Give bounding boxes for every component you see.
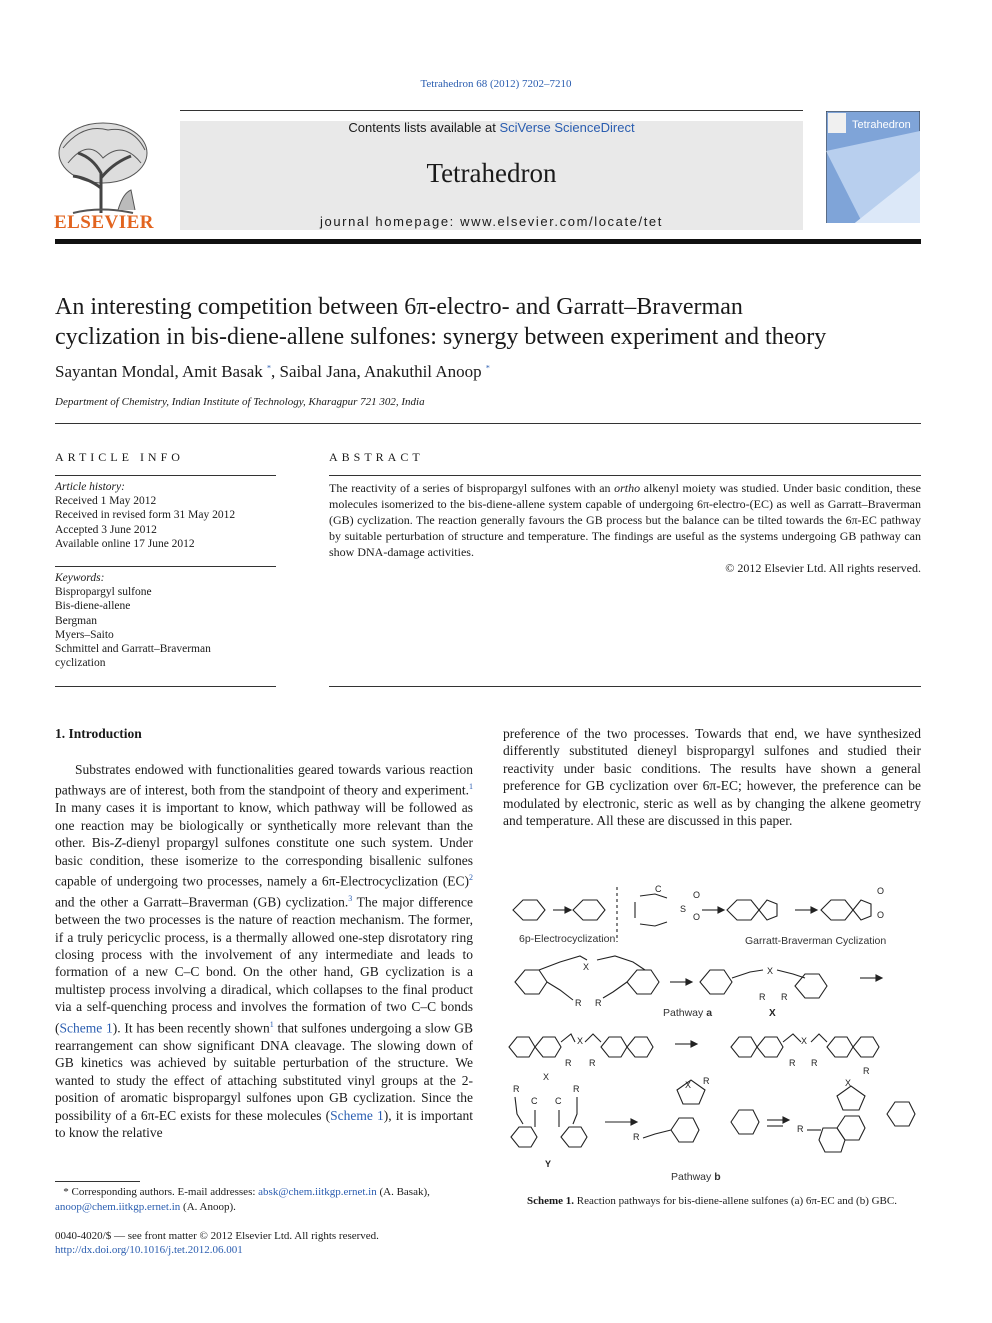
substituent-r: R bbox=[595, 998, 602, 1008]
label-pathway-a: Pathway a bbox=[663, 1007, 713, 1019]
atom-x: X bbox=[583, 962, 590, 972]
footnote-name: (A. Basak), bbox=[376, 1186, 430, 1198]
atom-x: X bbox=[845, 1078, 852, 1088]
history-label: Article history: bbox=[55, 481, 125, 493]
email-link-anoop[interactable]: anoop@chem.iitkgp.ernet.in bbox=[55, 1201, 181, 1213]
article-info-rule bbox=[55, 475, 276, 476]
abstract-part: alkenyl moiety was studied. Under basic condition, these molecules isomerized to the bis-diene-allene system capable of undergoing 6π-electro-(EC) as well as Garratt–Braverman (GB) cyclization. The reaction generally favours the GB process but the balance can be tilted towards the 6π-EC pathway by suitable perturbation of structure and temperature. The findings are useful as the systems undergoing GB pathway can show DNA-damage activities. bbox=[329, 481, 921, 559]
ring bbox=[727, 900, 759, 920]
keyword: Bispropargyl sulfone bbox=[55, 586, 152, 599]
substituent-r: R bbox=[863, 1066, 870, 1076]
substituent-r: R bbox=[703, 1076, 710, 1086]
atom-c: C bbox=[655, 884, 662, 894]
affiliation: Department of Chemistry, Indian Institute of Technology, Kharagpur 721 302, India bbox=[55, 396, 425, 408]
intro-italic-z: Z bbox=[114, 835, 122, 851]
keywords-label: Keywords: bbox=[55, 572, 105, 584]
keyword: Schmittel and Garratt–Braverman bbox=[55, 643, 211, 656]
substituent-r: R bbox=[633, 1132, 640, 1142]
keywords-rule bbox=[55, 566, 276, 567]
label-electrocyclization: 6p-Electrocyclization bbox=[519, 933, 616, 945]
atom-c: C bbox=[531, 1096, 538, 1106]
corresponding-mark-2[interactable]: * bbox=[485, 363, 490, 373]
contents-line bbox=[180, 121, 803, 135]
scheme-caption-text: Reaction pathways for bis-diene-allene sulfones (a) 6π-EC and (b) GBC. bbox=[574, 1195, 897, 1207]
label-gb-cyclization: Garratt-Braverman Cyclization bbox=[745, 935, 887, 947]
title-rule bbox=[55, 423, 921, 424]
keywords bbox=[55, 571, 276, 670]
intro-text: ), it is important to know the relative bbox=[55, 1107, 473, 1141]
intro-column-1 bbox=[55, 761, 473, 1142]
footnote-rule bbox=[55, 1181, 140, 1182]
abstract-copyright: © 2012 Elsevier Ltd. All rights reserved. bbox=[725, 560, 921, 575]
authors-part-2: , Saibal Jana, Anakuthil Anoop bbox=[271, 362, 486, 381]
label-y: Y bbox=[545, 1159, 552, 1169]
abstract-ortho: ortho bbox=[614, 481, 641, 495]
scheme-caption-label: Scheme 1. bbox=[527, 1195, 575, 1207]
substituent-r: R bbox=[759, 992, 766, 1002]
reference-link[interactable]: 2 bbox=[469, 873, 473, 883]
atom-o: O bbox=[693, 912, 701, 922]
journal-citation[interactable]: Tetrahedron 68 (2012) 7202–7210 bbox=[420, 78, 572, 90]
intro-text: Substrates endowed with functionalities geared towards various reaction pathways are of interest, both from the standpoint of theory and experiment. bbox=[55, 762, 473, 798]
abstract-part: The reactivity of a series of bispropargyl sulfones with an bbox=[329, 481, 615, 495]
footnote-text: Corresponding authors. E-mail addresses: bbox=[68, 1186, 259, 1198]
substituent-r: R bbox=[789, 1058, 796, 1068]
atom-x: X bbox=[801, 1036, 808, 1046]
ring bbox=[515, 970, 547, 994]
reference-link[interactable]: 1 bbox=[469, 782, 473, 792]
journal-masthead bbox=[180, 121, 803, 230]
issn-line: 0040-4020/$ — see front matter © 2012 Elsevier Ltd. All rights reserved. bbox=[55, 1230, 379, 1242]
title-line-2: cyclization in bis-diene-allene sulfones: synergy between experiment and theory bbox=[55, 324, 827, 350]
atom-o: O bbox=[877, 910, 885, 920]
intro-text: and the other a Garratt–Braverman (GB) cyclization. bbox=[55, 894, 349, 910]
contents-prefix: Contents lists available at bbox=[348, 120, 500, 135]
substituent-r: R bbox=[575, 998, 582, 1008]
email-link-basak[interactable]: absk@chem.iitkgp.ernet.in bbox=[258, 1186, 377, 1198]
history-item: Received in revised form 31 May 2012 bbox=[55, 509, 236, 522]
authors-part-1: Sayantan Mondal, Amit Basak bbox=[55, 362, 268, 381]
history-item: Received 1 May 2012 bbox=[55, 495, 157, 508]
atom-s: S bbox=[680, 904, 687, 914]
ring bbox=[627, 970, 659, 994]
abstract-rule bbox=[329, 475, 921, 476]
keyword: cyclization bbox=[55, 657, 106, 670]
section-heading-introduction: 1. Introduction bbox=[55, 726, 142, 741]
journal-cover-image bbox=[826, 111, 920, 230]
substituent-r: R bbox=[811, 1058, 818, 1068]
atom-x: X bbox=[577, 1036, 584, 1046]
corresponding-mark-1[interactable]: * bbox=[267, 363, 272, 373]
reference-link[interactable]: 3 bbox=[348, 894, 353, 904]
footnote-name: (A. Anoop). bbox=[180, 1201, 236, 1213]
intro-text: -dienyl propargyl sulfones constitute one such system. Under basic condition, these isomerize to the corresponding bisallenic sulfones capable of undergoing two processes, namely a 6π-Electrocyclization (EC) bbox=[55, 835, 473, 889]
substituent-r: R bbox=[797, 1124, 804, 1134]
doi-link[interactable]: http://dx.doi.org/10.1016/j.tet.2012.06.001 bbox=[55, 1244, 243, 1256]
reference-link[interactable]: 1 bbox=[269, 1019, 274, 1029]
journal-homepage[interactable]: journal homepage: www.elsevier.com/locate/tet bbox=[320, 214, 663, 229]
atom-o: O bbox=[693, 890, 701, 900]
ring bbox=[821, 900, 853, 920]
atom-c: C bbox=[555, 1096, 562, 1106]
article-info-heading: ARTICLE INFO bbox=[55, 450, 184, 464]
abstract-text bbox=[329, 481, 921, 576]
abstract-heading: ABSTRACT bbox=[329, 450, 424, 464]
elsevier-wordmark: ELSEVIER bbox=[53, 212, 155, 233]
substituent-r: R bbox=[573, 1084, 580, 1094]
atom-x: X bbox=[769, 1008, 776, 1019]
intro-text: ). It has been recently shown bbox=[112, 1020, 270, 1036]
header-rule bbox=[180, 110, 803, 111]
scheme-caption bbox=[503, 1195, 921, 1207]
article-history bbox=[55, 480, 276, 551]
history-item: Accepted 3 June 2012 bbox=[55, 523, 157, 536]
author-list bbox=[55, 362, 490, 382]
intro-text-col2: preference of the two processes. Towards that end, we have synthesized differently substituted dieneyl bispropargyl sulfones and studied their reactivity under basic conditions. The results have shown a general preference for GB cyclization over 6π-EC; however, the preference can be modulated by electronic, steric as well as by changing the alkene geometry and temperature. All these are discussed in this paper. bbox=[503, 726, 921, 829]
intro-text: The major difference between the two processes is the nature of reaction mechanism. The former, if a truly pericyclic process, is a thermally allowed one-step disrotatory ring closing process with the involvement of any intermediate and leads to formation of a new C–C bond. On the other hand, GB cyclization is a multistep process involving a diradical, which collapses to the final product via a self-quenching process and involves the formation of two C–C bonds ( bbox=[55, 894, 473, 1036]
intro-text: In many cases it is important to know, which pathway will be followed as one reaction may be biologically or synthetically more relevant than the other. Bis- bbox=[55, 800, 473, 851]
header-thick-rule bbox=[55, 239, 921, 244]
substituent-r: R bbox=[513, 1084, 520, 1094]
cover-title: Tetrahedron bbox=[852, 119, 911, 131]
scheme-link[interactable]: Scheme 1 bbox=[59, 1020, 113, 1036]
label-pathway-b: Pathway b bbox=[671, 1171, 721, 1183]
keyword: Myers–Saito bbox=[55, 628, 114, 641]
history-item: Available online 17 June 2012 bbox=[55, 537, 195, 550]
substituent-r: R bbox=[781, 992, 788, 1002]
footnote-star: * bbox=[63, 1186, 69, 1198]
keyword: Bergman bbox=[55, 614, 97, 627]
abstract-end-rule bbox=[329, 686, 921, 687]
atom-o: O bbox=[877, 886, 885, 896]
footnote bbox=[55, 1185, 473, 1215]
ring bbox=[573, 900, 605, 920]
ring bbox=[700, 970, 732, 994]
atom-x: X bbox=[543, 1072, 550, 1082]
keyword: Bis-diene-allene bbox=[55, 600, 131, 613]
scheme-1-figure bbox=[505, 882, 920, 1187]
article-info-end-rule bbox=[55, 686, 276, 687]
intro-column-2 bbox=[503, 725, 921, 830]
front-matter bbox=[55, 1229, 379, 1257]
substituent-r: R bbox=[589, 1058, 596, 1068]
ring bbox=[795, 974, 827, 998]
scheme-link[interactable]: Scheme 1 bbox=[330, 1107, 384, 1123]
sciencedirect-link[interactable]: SciVerse ScienceDirect bbox=[499, 120, 635, 135]
atom-x: X bbox=[685, 1080, 692, 1090]
article-title bbox=[55, 292, 935, 352]
substituent-r: R bbox=[565, 1058, 572, 1068]
title-line-1: An interesting competition between 6π-electro- and Garratt–Braverman bbox=[55, 294, 743, 320]
journal-title: Tetrahedron bbox=[426, 158, 557, 188]
intro-text: that sulfones undergoing a slow GB rearrangement can show significant DNA cleavage. The slowing down of GB kinetics was achieved by suitable perturbation of the structure. We wanted to study the effect of attaching substituted vinyl groups at the 2-position of aromatic bispropargyl sulfones upon GB cyclization. Since the possibility of a 6π-EC exists for these molecules ( bbox=[55, 1020, 473, 1123]
ring bbox=[513, 900, 545, 920]
atom-x: X bbox=[767, 966, 774, 976]
